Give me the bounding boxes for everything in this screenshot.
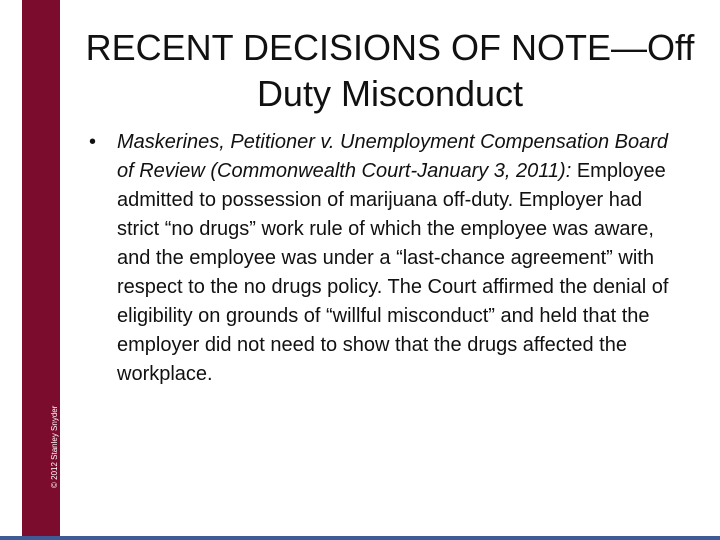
slide-title-line-2: Duty Misconduct	[256, 73, 524, 114]
case-summary: Employee admitted to possession of marijuana off-duty. Employer had strict “no drugs” work rule of which the employee was aware, and the employee was under a “last-chance agreement” with respect to the no drugs policy. The Court affirmed the denial of eligibility on grounds of “willful misconduct” and held that the employer did not need to show that the drugs affected the workplace.	[117, 160, 669, 385]
bottom-accent-bar	[0, 536, 720, 540]
case-citation: Maskerines, Petitioner v. Unemployment Compensation Board of Review (Commonwealth Court-January 3, 2011):	[117, 131, 668, 182]
bullet-text	[117, 128, 689, 389]
slide-title	[80, 25, 700, 117]
bullet-item	[89, 128, 689, 389]
copyright-notice: © 2012 Stanley Snyder	[50, 405, 59, 488]
bullet-icon: •	[89, 131, 97, 153]
slide-content	[89, 128, 689, 389]
slide-title-line-1: RECENT DECISIONS OF NOTE—Off	[85, 27, 695, 68]
